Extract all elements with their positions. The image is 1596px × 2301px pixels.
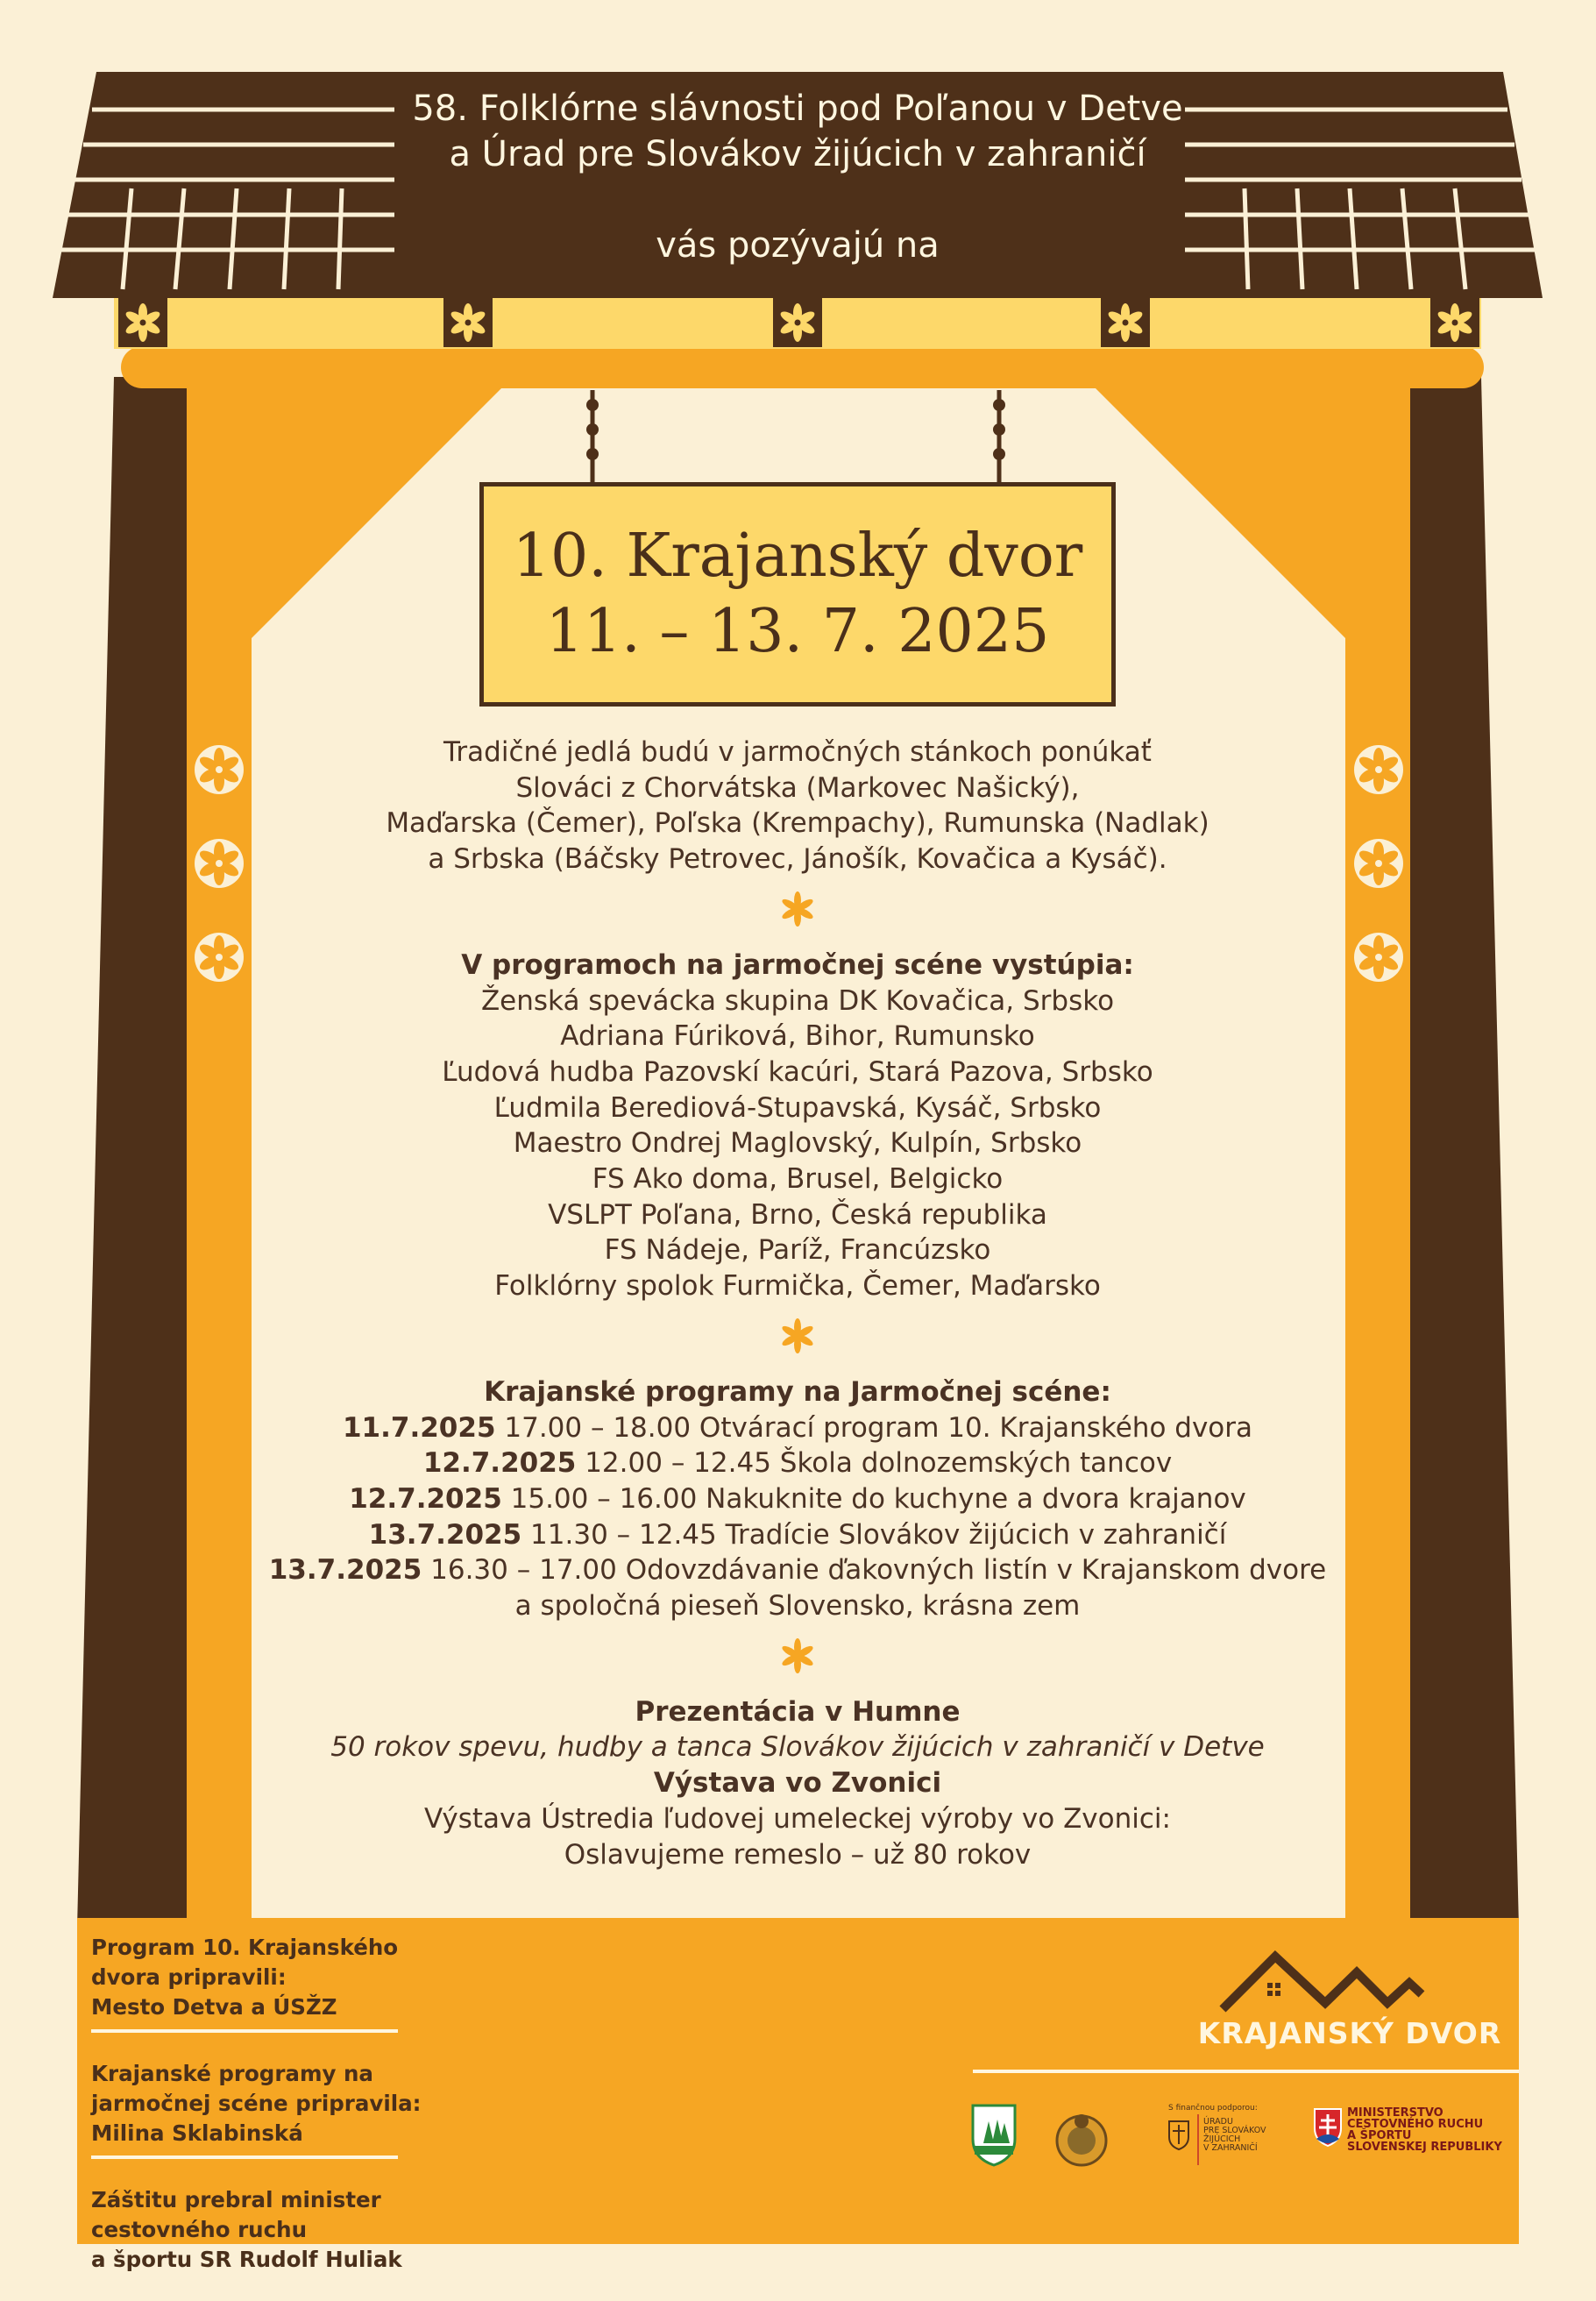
ministry-name	[1347, 2107, 1505, 2153]
divider-star-icon	[778, 1317, 817, 1355]
schedule-item	[254, 1552, 1341, 1588]
exhibition-line: Oslavujeme remeslo – už 80 rokov	[564, 1838, 1032, 1871]
support-org-line: V ZAHRANIČÍ	[1203, 2143, 1258, 2153]
header-organizer-line-1: 58. Folklórne slávnosti pod Poľanou v Detve	[412, 89, 1183, 129]
support-organization	[1203, 2118, 1300, 2153]
ministry-line: CESTOVNÉHO RUCHU	[1347, 2118, 1484, 2131]
brand-name: KRAJANSKÝ DVOR	[1197, 2016, 1502, 2050]
support-org-line: PRE SLOVÁKOV	[1203, 2126, 1266, 2135]
schedule-text: 11.30 – 12.45 Tradície Slovákov žijúcich v zahraničí	[521, 1518, 1227, 1551]
exhibition-line: Výstava Ústredia ľudovej umeleckej výroby vo Zvonici:	[423, 1802, 1171, 1835]
schedule-item	[254, 1410, 1341, 1446]
presentation-heading: Prezentácia v Humne	[635, 1695, 961, 1728]
credit-block	[91, 2185, 459, 2275]
performers-heading: V programoch na jarmočnej scéne vystúpia:	[461, 948, 1134, 981]
schedule-date: 11.7.2025	[342, 1411, 496, 1444]
performer-item: FS Ako doma, Brusel, Belgicko	[592, 1163, 1004, 1196]
schedule-last-line: a spoločná pieseň Slovensko, krásna zem	[514, 1590, 1081, 1623]
credit-divider	[91, 2029, 398, 2033]
performer-item: Ľudová hudba Pazovskí kacúri, Stará Pazova, Srbsko	[442, 1055, 1153, 1088]
schedule-text: 16.30 – 17.00 Odovzdávanie ďakovných listín v Krajanskom dvore	[422, 1554, 1327, 1587]
ministry-line: MINISTERSTVO	[1347, 2106, 1443, 2120]
credit-label: Krajanské programy na jarmočnej scéne pripravila:	[91, 2061, 422, 2116]
performer-item: Adriana Fúriková, Bihor, Rumunsko	[560, 1020, 1035, 1053]
ministry-line: SLOVENSKEJ REPUBLIKY	[1347, 2141, 1502, 2154]
event-title: 10. Krajanský dvor	[512, 522, 1083, 591]
schedule-date: 12.7.2025	[349, 1482, 502, 1515]
header-invite-line: vás pozývajú na	[656, 225, 940, 266]
schedule-item	[254, 1481, 1341, 1517]
slovak-state-crest-icon	[1315, 2109, 1341, 2146]
schedule-text: 12.00 – 12.45 Škola dolnozemských tancov	[576, 1447, 1173, 1480]
performer-item: Ženská spevácka skupina DK Kovačica, Srbsko	[480, 984, 1115, 1017]
schedule-item	[254, 1445, 1341, 1481]
schedule-item	[254, 1517, 1341, 1553]
divider-star-icon	[778, 890, 817, 928]
divider-star-icon	[778, 1637, 817, 1675]
exhibition-heading: Výstava vo Zvonici	[653, 1767, 942, 1800]
detva-coat-of-arms-icon	[973, 2106, 1015, 2165]
credit-divider	[91, 2155, 398, 2159]
event-dates: 11. – 13. 7. 2025	[545, 597, 1050, 666]
schedule-date: 13.7.2025	[268, 1554, 422, 1587]
credit-value: Milina Sklabinská	[91, 2120, 303, 2146]
schedule-date: 12.7.2025	[422, 1447, 577, 1480]
header-organizer-line-2: a Úrad pre Slovákov žijúcich v zahraničí	[449, 134, 1146, 174]
performer-item: VSLPT Poľana, Brno, Česká republika	[548, 1198, 1047, 1231]
festival-emblem-icon	[1057, 2114, 1106, 2165]
credit-value: Mesto Detva a ÚSŽZ	[91, 1994, 337, 2020]
ministry-line: A ŠPORTU	[1347, 2129, 1412, 2142]
credit-block	[91, 2059, 459, 2159]
schedule-text: 15.00 – 16.00 Nakuknite do kuchyne a dvora krajanov	[501, 1482, 1246, 1515]
credit-line: Záštitu prebral minister cestovného ruchu	[91, 2187, 381, 2242]
credit-label: Program 10. Krajanského dvora pripravili:	[91, 1935, 399, 1990]
support-org-line: ŽIJÚCICH	[1203, 2134, 1241, 2144]
support-label: S finančnou podporou:	[1168, 2104, 1258, 2113]
schedule-heading: Krajanské programy na Jarmočnej scéne:	[484, 1375, 1111, 1408]
performer-item: Ľudmila Berediová-Stupavská, Kysáč, Srbsko	[493, 1091, 1102, 1124]
food-line: a Srbska (Báčsky Petrovec, Jánošík, Kovačica a Kysáč).	[428, 843, 1167, 876]
schedule-date: 13.7.2025	[368, 1518, 522, 1551]
food-line: Slováci z Chorvátska (Markovec Našický),	[515, 771, 1080, 804]
food-line: Tradičné jedlá budú v jarmočných stánkoch ponúkať	[443, 736, 1152, 768]
program-content	[254, 735, 1341, 1872]
performer-item: Folklórny spolok Furmička, Čemer, Maďarsko	[494, 1270, 1101, 1303]
footer-credits	[91, 1933, 459, 2301]
performer-item: FS Nádeje, Paríž, Francúzsko	[604, 1234, 991, 1267]
performer-item: Maestro Ondrej Maglovský, Kulpín, Srbsko	[513, 1127, 1082, 1160]
support-org-line: ÚRADU	[1203, 2117, 1233, 2127]
food-line: Maďarska (Čemer), Poľska (Krempachy), Rumunska (Nadlak)	[386, 807, 1209, 840]
credit-line: a športu SR Rudolf Huliak	[91, 2247, 402, 2272]
event-sign	[479, 482, 1116, 707]
schedule-text: 17.00 – 18.00 Otvárací program 10. Krajanského dvora	[495, 1411, 1253, 1444]
invitation-header	[351, 86, 1245, 268]
presentation-subtitle: 50 rokov spevu, hudby a tanca Slovákov žijúcich v zahraničí v Detve	[330, 1731, 1265, 1764]
credit-block	[91, 1933, 459, 2033]
